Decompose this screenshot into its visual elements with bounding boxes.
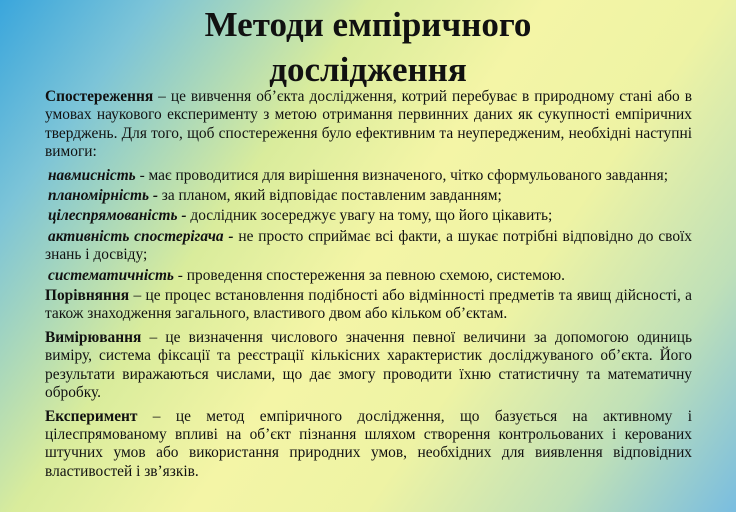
requirement-term: навмисність bbox=[48, 166, 136, 184]
measurement-term: Вимірювання bbox=[45, 328, 142, 346]
observation-term: Спостереження bbox=[45, 88, 154, 105]
requirement-text: не просто сприймає всі факти, а шукає потрібні відповідно до своїх знань і досвіду; bbox=[45, 227, 692, 264]
requirement-item bbox=[45, 207, 692, 225]
requirement-text: за планом, який відповідає поставленим завданням; bbox=[157, 187, 502, 205]
experiment-term: Експеримент bbox=[45, 407, 138, 425]
comparison-text: – це процес встановлення подібності або відмінності предметів та явищ дійсності, а також знаходження загального, властивого двом або кільком об’єктам. bbox=[45, 287, 692, 323]
slide-body bbox=[45, 88, 692, 486]
experiment-text: – це метод емпіричного дослідження, що базується на активному і цілеспрямованому впливі на об’єкт пізнання шляхом створення контрольованих і керованих штучних умов або використання природних умов, необхідних для виявлення відповідних властивостей і зв’язків. bbox=[45, 407, 692, 480]
slide-title bbox=[0, 2, 736, 92]
observation-text: – це вивчення об’єкта дослідження, котрий перебуває в природному стані або в умовах наукового експерименту з метою отримання первинних даних як сукупності емпіричних тверджень. Для того, щоб спостереження було ефективним та неупередженим, необхідні наступні вимоги: bbox=[45, 88, 692, 161]
requirement-text: - має проводитися для вирішення визначеного, чітко сформульованого завдання; bbox=[135, 166, 669, 184]
comparison-term: Порівняння bbox=[45, 287, 130, 305]
requirement-term: планомірність - bbox=[48, 187, 158, 205]
requirement-item bbox=[45, 187, 692, 205]
measurement-text: – це визначення числового значення певної величини за допомогою одиниць виміру, система фіксації та реєстрації кількісних характеристик досліджуваного об’єкта. Його результати виражаються числами, що дає змогу проводити їхню статистичну та математичну обробку. bbox=[45, 328, 692, 402]
requirement-term: активність спостерігача - bbox=[48, 227, 234, 245]
requirement-text: - проведення спостереження за певною схемою, системою. bbox=[173, 266, 565, 284]
observation-paragraph bbox=[45, 88, 692, 162]
requirement-item bbox=[45, 267, 692, 285]
comparison-paragraph bbox=[45, 287, 692, 324]
requirement-item bbox=[45, 167, 692, 185]
requirement-item bbox=[45, 228, 692, 265]
requirement-term: систематичність bbox=[48, 266, 174, 284]
requirement-term: цілеспрямованість - bbox=[48, 207, 187, 225]
slide-title-line-1: Методи емпіричного bbox=[204, 5, 532, 44]
experiment-paragraph bbox=[45, 408, 692, 482]
requirement-text: дослідник зосереджує увагу на тому, що його цікавить; bbox=[186, 207, 553, 225]
slide-title-line-2: дослідження bbox=[269, 50, 467, 89]
measurement-paragraph bbox=[45, 329, 692, 403]
